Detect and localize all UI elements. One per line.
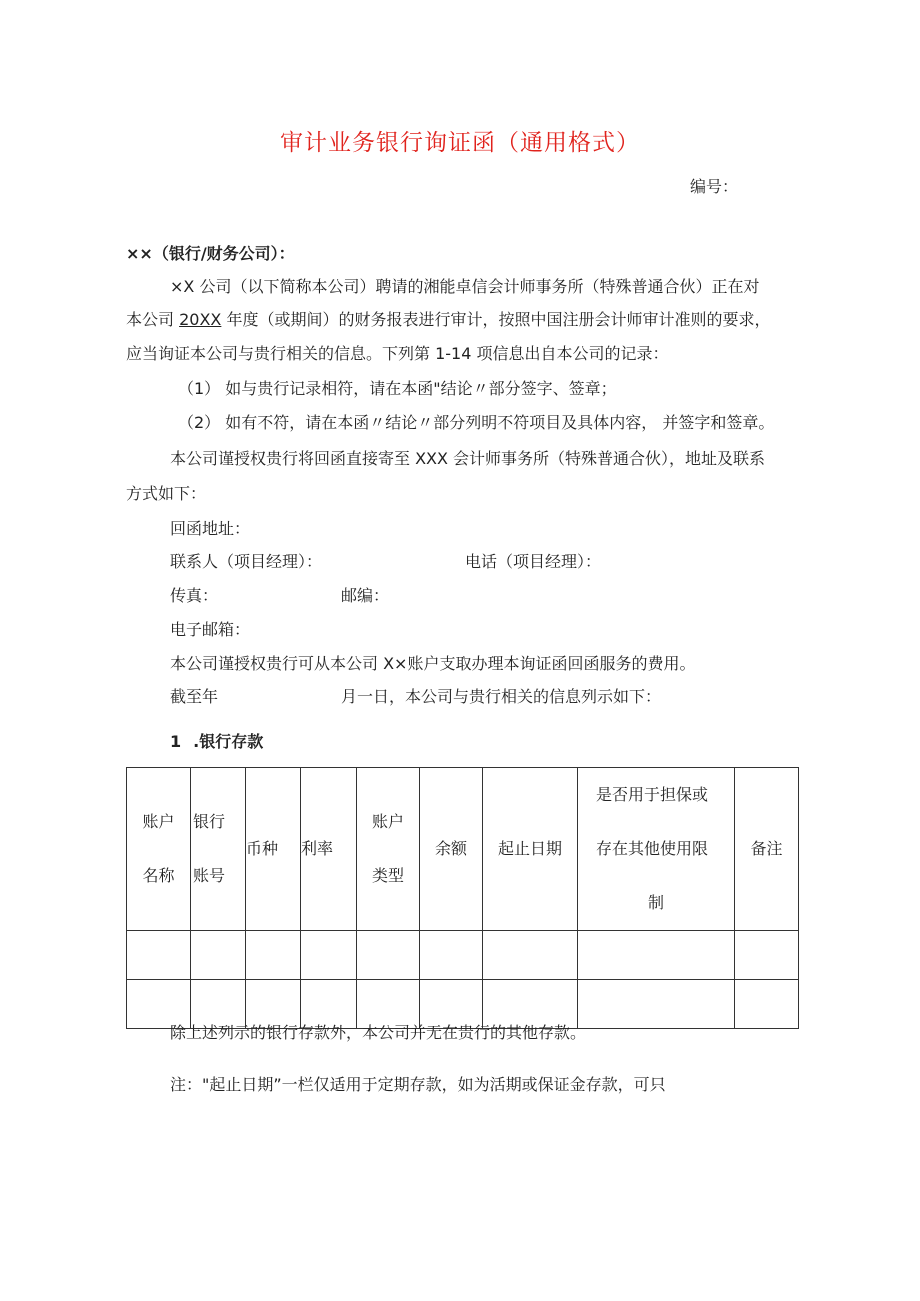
authorize-line-2: 方式如下： bbox=[126, 484, 207, 503]
as-of-part-1: 截至年 bbox=[170, 687, 219, 706]
authorize-line-1: 本公司谨授权贵行将回函直接寄至 XXX 会计师事务所（特殊普通合伙），地址及联系 bbox=[170, 449, 766, 468]
after-table-statement: 除上述列示的银行存款外，本公司并无在贵行的其他存款。 bbox=[170, 1023, 587, 1042]
number-label: 编号： bbox=[690, 177, 739, 196]
intro-line-2-a: 本公司 bbox=[126, 310, 180, 329]
table-cell bbox=[127, 931, 191, 980]
header-currency: 币种 bbox=[246, 768, 301, 931]
addressee: ××（银行/财务公司）： bbox=[126, 244, 295, 263]
header-balance: 余额 bbox=[420, 768, 483, 931]
email-label: 电子邮箱： bbox=[170, 620, 251, 639]
header-account-name: 账户 名称 bbox=[127, 768, 191, 931]
header-remarks: 备注 bbox=[735, 768, 799, 931]
contact-person-label: 联系人（项目经理）： bbox=[170, 552, 323, 571]
table-cell bbox=[735, 980, 799, 1029]
table-cell bbox=[191, 931, 246, 980]
table-header-row bbox=[127, 768, 799, 931]
header-pledge-restriction: 是否用于担保或 存在其他使用限 制 bbox=[578, 768, 735, 931]
table-cell bbox=[578, 980, 735, 1029]
audit-year: 20XX bbox=[179, 310, 222, 329]
footnote: 注："起止日期”一栏仅适用于定期存款，如为活期或保证金存款，可只 bbox=[170, 1075, 666, 1094]
table-cell bbox=[735, 931, 799, 980]
header-bank-account-number: 银行 账号 bbox=[191, 768, 246, 931]
postcode-label: 邮编： bbox=[341, 586, 390, 605]
table-row bbox=[127, 931, 799, 980]
table-cell bbox=[246, 931, 301, 980]
table-cell bbox=[483, 931, 578, 980]
table-cell bbox=[357, 931, 420, 980]
fax-label: 传真： bbox=[170, 586, 219, 605]
table-cell bbox=[578, 931, 735, 980]
intro-line-1: ×X 公司（以下简称本公司）聘请的湘能卓信会计师事务所（特殊普通合伙）正在对 bbox=[170, 277, 760, 296]
section-1-heading bbox=[170, 729, 263, 752]
section-1-number: 1 bbox=[170, 732, 182, 751]
intro-line-2-b: 年度（或期间）的财务报表进行审计，按照中国注册会计师审计准则的要求， bbox=[221, 310, 771, 329]
intro-line-3: 应当询证本公司与贵行相关的信息。下列第 1-14 项信息出自本公司的记录： bbox=[126, 344, 669, 363]
item-1: （1） 如与贵行记录相符，请在本函"结论〃部分签字、签章； bbox=[178, 379, 617, 398]
section-1-title: .银行存款 bbox=[193, 732, 264, 751]
table-cell bbox=[301, 931, 357, 980]
header-interest-rate: 利率 bbox=[301, 768, 357, 931]
intro-line-2 bbox=[126, 307, 770, 330]
as-of-part-2: 月一日，本公司与贵行相关的信息列示如下： bbox=[341, 687, 662, 706]
header-start-end-date: 起止日期 bbox=[483, 768, 578, 931]
table-cell bbox=[420, 931, 483, 980]
phone-label: 电话（项目经理）： bbox=[465, 552, 602, 571]
document-title: 审计业务银行询证函（通用格式） bbox=[280, 130, 640, 156]
header-account-type: 账户 类型 bbox=[357, 768, 420, 931]
return-address-label: 回函地址： bbox=[170, 519, 251, 538]
item-2: （2） 如有不符，请在本函〃结论〃部分列明不符项目及具体内容， 并签字和签章。 bbox=[178, 413, 775, 432]
fee-authorization: 本公司谨授权贵行可从本公司 X×账户支取办理本询证函回函服务的费用。 bbox=[170, 654, 696, 673]
bank-deposit-table bbox=[126, 767, 799, 1029]
